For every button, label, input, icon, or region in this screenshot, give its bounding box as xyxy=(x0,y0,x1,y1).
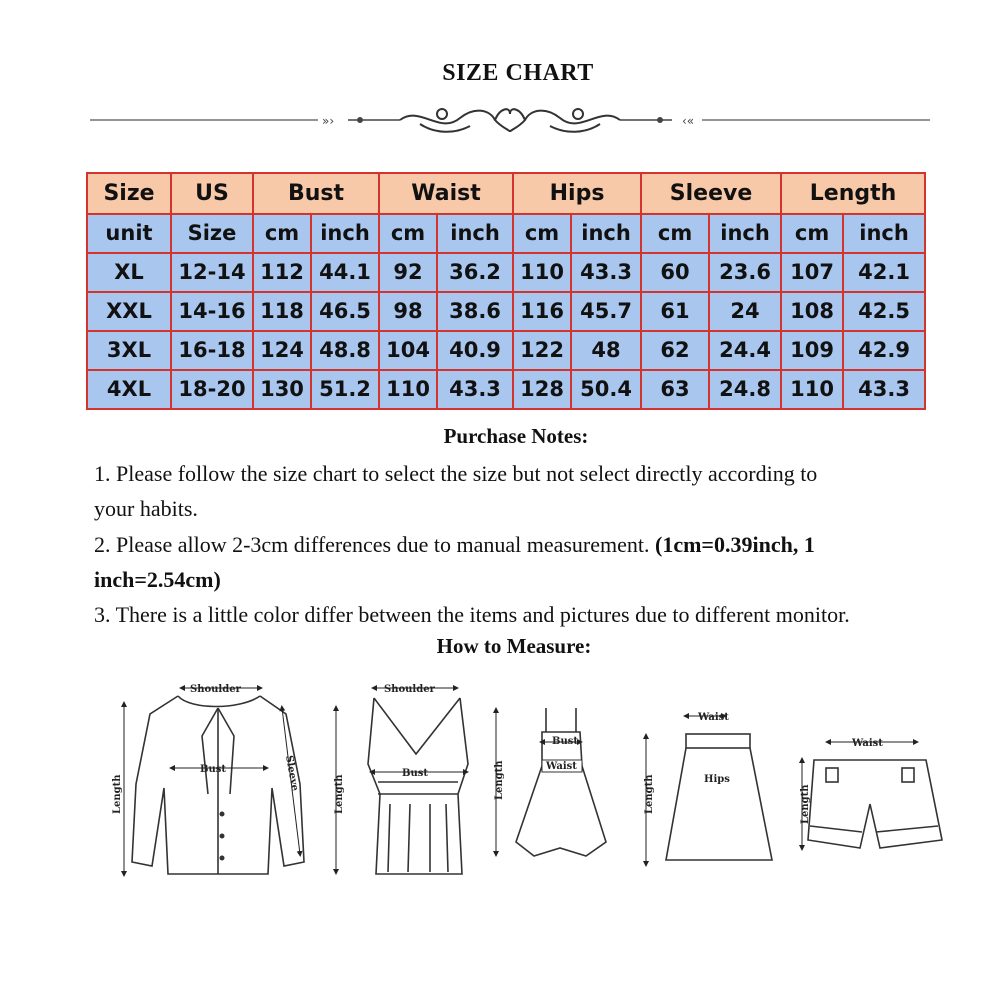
table-cell: 16-18 xyxy=(171,331,253,370)
table-cell: 48 xyxy=(571,331,641,370)
table-cell: 42.9 xyxy=(843,331,925,370)
table-cell: 23.6 xyxy=(709,253,781,292)
page-title: SIZE CHART xyxy=(442,60,594,86)
table-cell: 40.9 xyxy=(437,331,513,370)
table-cell: 50.4 xyxy=(571,370,641,409)
table-cell: 124 xyxy=(253,331,311,370)
table-cell: 112 xyxy=(253,253,311,292)
table-cell: 43.3 xyxy=(437,370,513,409)
header-cell: Sleeve xyxy=(641,173,781,214)
table-cell: 122 xyxy=(513,331,571,370)
table-cell: 42.1 xyxy=(843,253,925,292)
unit-cell: cm xyxy=(641,214,709,253)
table-cell: 98 xyxy=(379,292,437,331)
measurement-illustrations xyxy=(90,664,950,914)
table-row xyxy=(87,331,925,370)
blouse-sleeve-label: Sleeve xyxy=(283,754,301,792)
strap-dress-diagram xyxy=(494,708,606,856)
unit-cell: unit xyxy=(87,214,171,253)
table-cell: 118 xyxy=(253,292,311,331)
table-cell: 109 xyxy=(781,331,843,370)
table-cell: 62 xyxy=(641,331,709,370)
header-cell: Hips xyxy=(513,173,641,214)
table-header-row xyxy=(87,173,925,214)
table-cell: 110 xyxy=(513,253,571,292)
note-1 xyxy=(94,456,954,526)
blouse-bust-label: Bust xyxy=(200,764,226,775)
unit-cell: inch xyxy=(709,214,781,253)
note-3: 3. There is a little color differ between the items and pictures due to different monitor. xyxy=(94,602,850,627)
table-cell: 12-14 xyxy=(171,253,253,292)
table-cell: 44.1 xyxy=(311,253,379,292)
table-cell: 3XL xyxy=(87,331,171,370)
note-1-line-1: 1. Please follow the size chart to select the size but not select directly according to xyxy=(94,461,818,486)
table-row xyxy=(87,253,925,292)
size-chart-table xyxy=(86,172,926,410)
table-cell: 18-20 xyxy=(171,370,253,409)
header-cell: Waist xyxy=(379,173,513,214)
table-cell: 51.2 xyxy=(311,370,379,409)
unit-cell: inch xyxy=(571,214,641,253)
skirt-length-label: Length xyxy=(644,774,655,814)
shorts-waist-label: Waist xyxy=(852,738,883,749)
strap-dress-length-label: Length xyxy=(494,760,505,800)
table-cell: 108 xyxy=(781,292,843,331)
unit-cell: cm xyxy=(379,214,437,253)
table-cell: 24.8 xyxy=(709,370,781,409)
table-unit-row xyxy=(87,214,925,253)
unit-cell: inch xyxy=(311,214,379,253)
table-cell: 4XL xyxy=(87,370,171,409)
table-cell: 43.3 xyxy=(843,370,925,409)
unit-cell: inch xyxy=(437,214,513,253)
table-row xyxy=(87,292,925,331)
header-cell: Length xyxy=(781,173,925,214)
unit-cell: cm xyxy=(781,214,843,253)
blouse-length-label: Length xyxy=(112,774,123,814)
note-2-text: 2. Please allow 2-3cm differences due to manual measurement. xyxy=(94,532,656,557)
note-2-conversion-cont: inch=2.54cm) xyxy=(94,567,221,592)
table-cell: 128 xyxy=(513,370,571,409)
ornament-divider xyxy=(90,100,930,140)
how-to-measure-title: How to Measure: xyxy=(436,634,592,658)
tank-bust-label: Bust xyxy=(402,768,428,779)
svg-text:‹«: ‹« xyxy=(682,114,695,128)
shorts-length-label: Length xyxy=(800,784,811,824)
table-cell: 110 xyxy=(781,370,843,409)
blouse-diagram xyxy=(112,684,304,874)
tank-diagram xyxy=(334,684,468,874)
shorts-diagram xyxy=(800,738,942,848)
table-cell: 45.7 xyxy=(571,292,641,331)
unit-cell: cm xyxy=(513,214,571,253)
table-cell: 60 xyxy=(641,253,709,292)
table-cell: 48.8 xyxy=(311,331,379,370)
note-2 xyxy=(94,527,954,597)
skirt-hips-label: Hips xyxy=(704,774,730,785)
skirt-waist-label: Waist xyxy=(698,712,729,723)
table-cell: 38.6 xyxy=(437,292,513,331)
table-cell: 104 xyxy=(379,331,437,370)
note-2-conversion: (1cm=0.39inch, 1 xyxy=(655,532,815,557)
table-cell: 61 xyxy=(641,292,709,331)
svg-text:»›: »› xyxy=(322,114,335,128)
table-cell: XL xyxy=(87,253,171,292)
header-cell: US xyxy=(171,173,253,214)
tank-shoulder-label: Shoulder xyxy=(384,684,435,695)
table-row xyxy=(87,370,925,409)
header-cell: Size xyxy=(87,173,171,214)
strap-dress-bust-label: Bust xyxy=(552,736,578,747)
table-cell: 116 xyxy=(513,292,571,331)
table-cell: 110 xyxy=(379,370,437,409)
header-cell: Bust xyxy=(253,173,379,214)
table-cell: 24 xyxy=(709,292,781,331)
unit-cell: cm xyxy=(253,214,311,253)
table-cell: 43.3 xyxy=(571,253,641,292)
tank-length-label: Length xyxy=(334,774,345,814)
skirt-diagram xyxy=(644,712,772,864)
note-1-line-2: your habits. xyxy=(94,496,198,521)
table-cell: 107 xyxy=(781,253,843,292)
table-cell: XXL xyxy=(87,292,171,331)
table-cell: 42.5 xyxy=(843,292,925,331)
table-cell: 36.2 xyxy=(437,253,513,292)
table-cell: 14-16 xyxy=(171,292,253,331)
table-cell: 63 xyxy=(641,370,709,409)
unit-cell: Size xyxy=(171,214,253,253)
unit-cell: inch xyxy=(843,214,925,253)
blouse-shoulder-label: Shoulder xyxy=(190,684,241,695)
table-cell: 130 xyxy=(253,370,311,409)
strap-dress-waist-label: Waist xyxy=(546,761,577,772)
table-cell: 46.5 xyxy=(311,292,379,331)
table-cell: 24.4 xyxy=(709,331,781,370)
purchase-notes-title: Purchase Notes: xyxy=(443,424,589,448)
table-cell: 92 xyxy=(379,253,437,292)
